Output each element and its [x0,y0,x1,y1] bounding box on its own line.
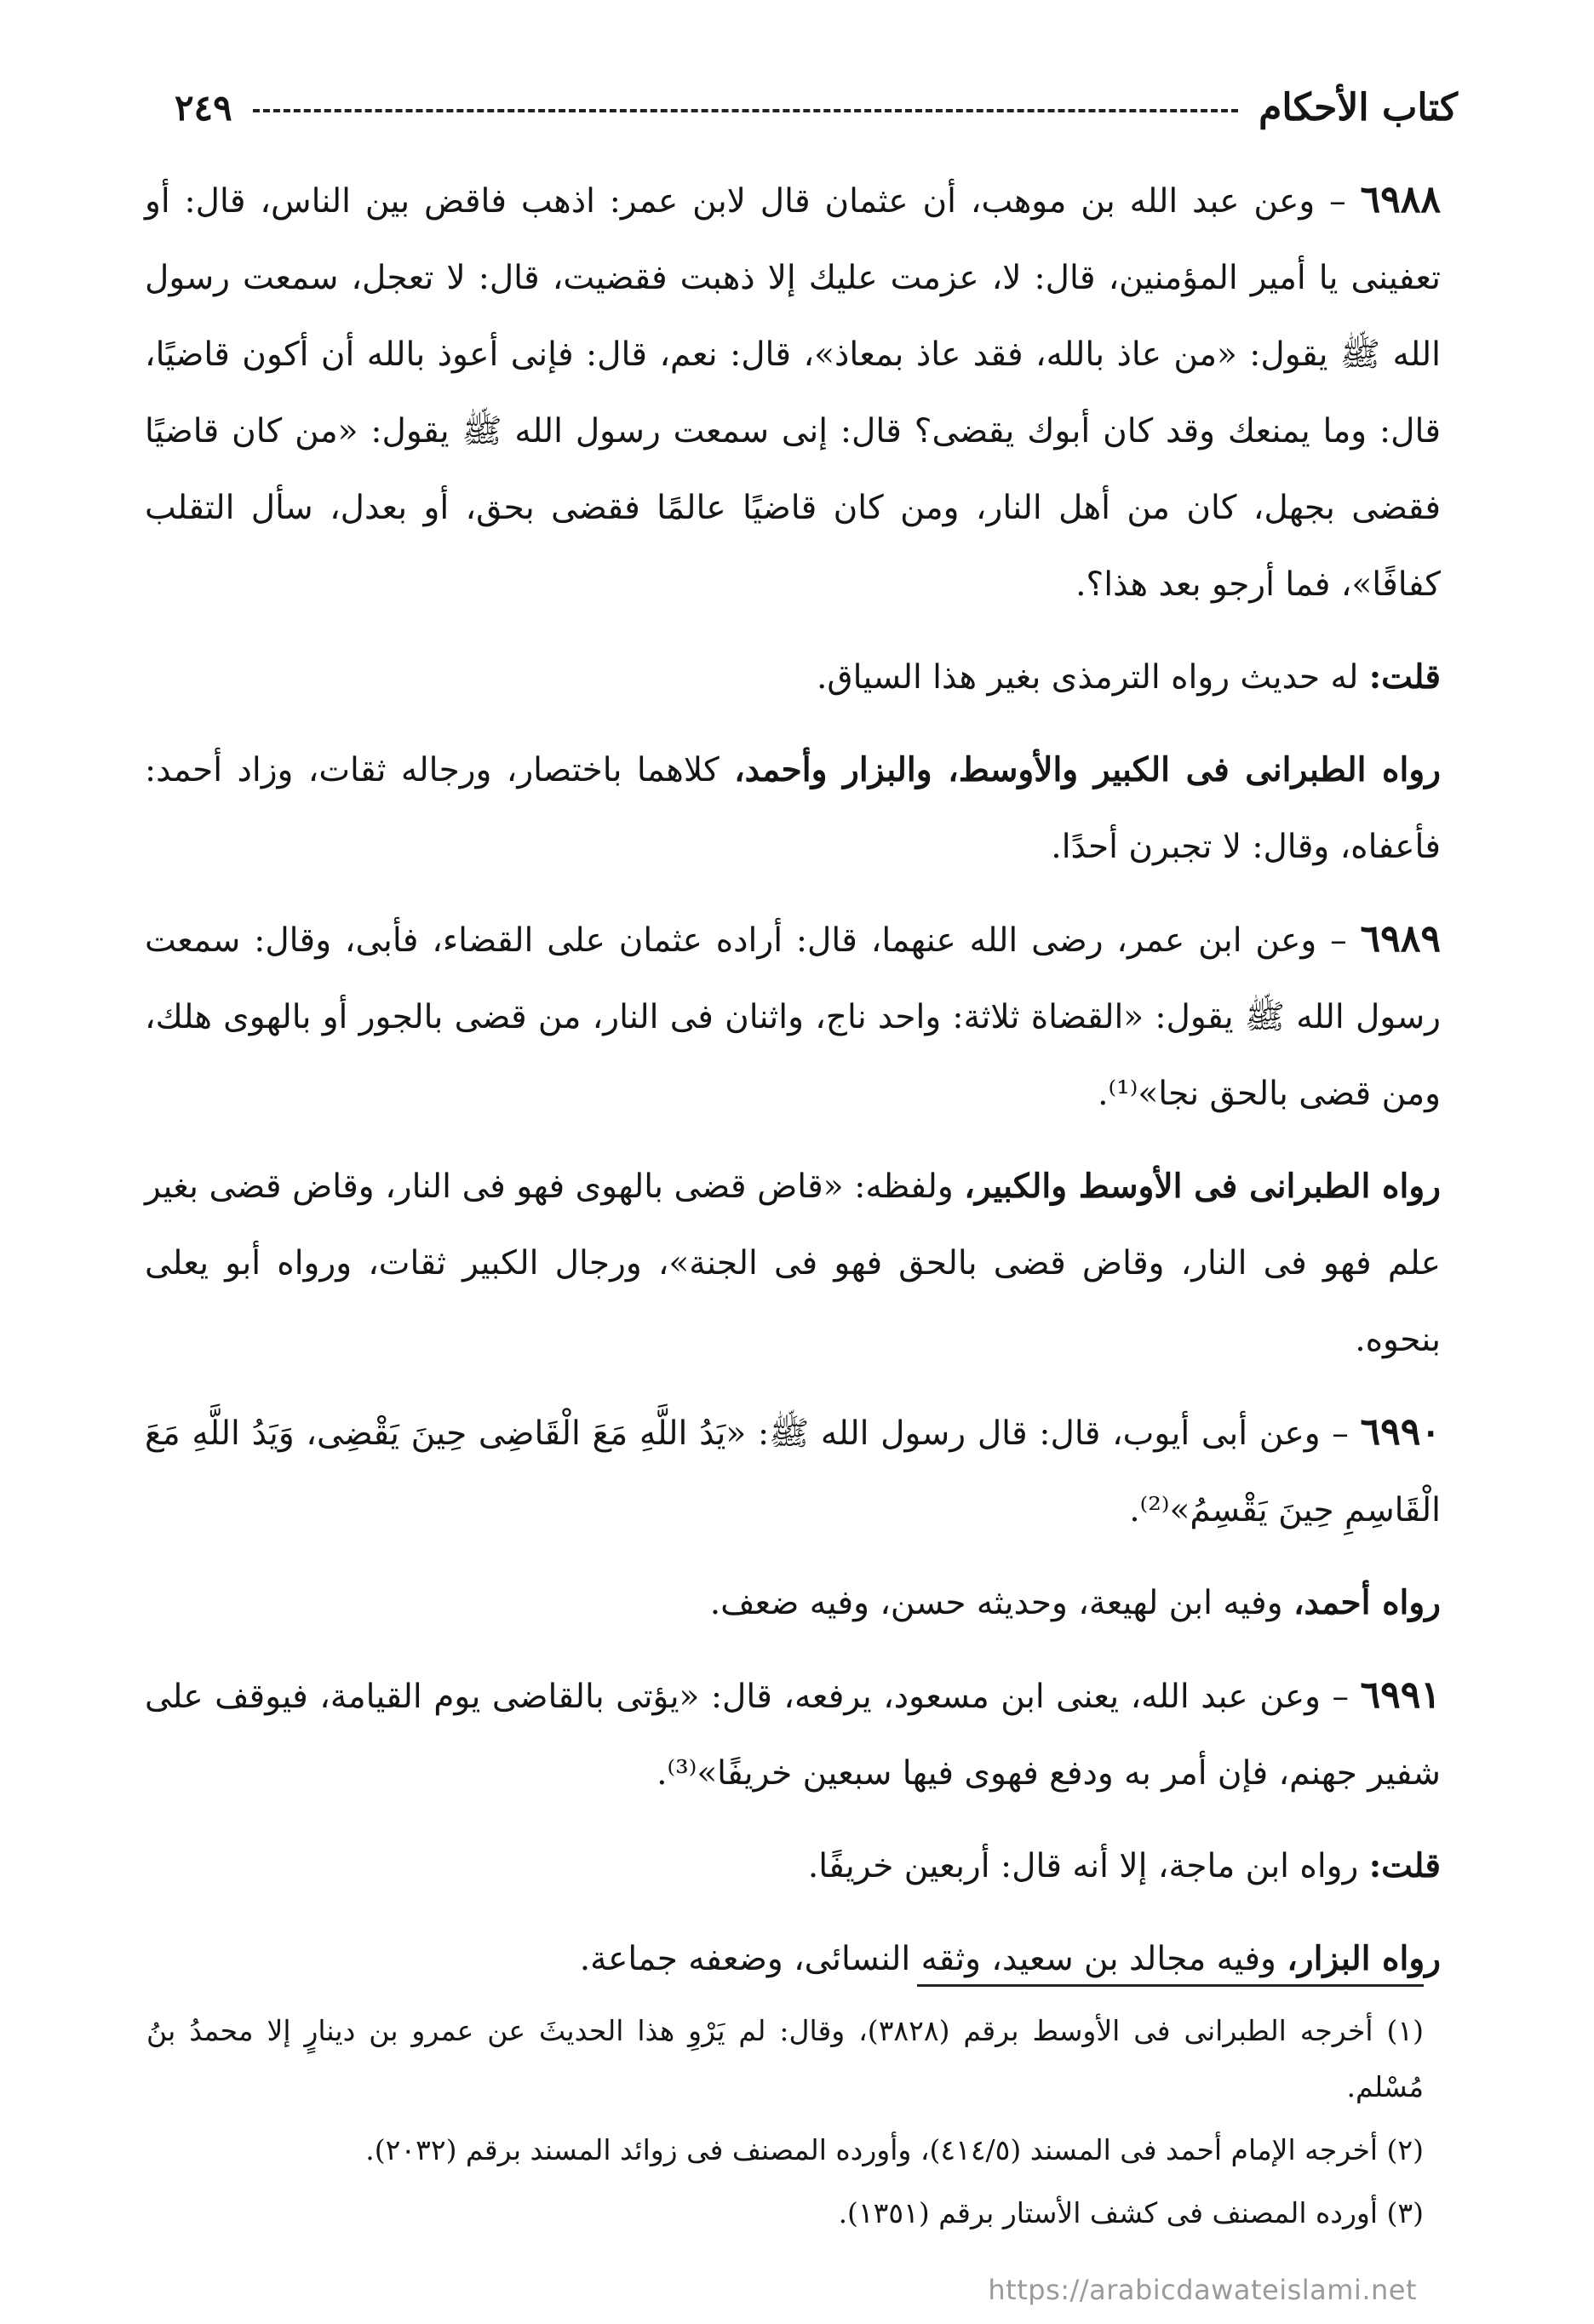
hadith-6990 [145,1394,1441,1549]
source-lead: رواه الطبرانى فى الأوسط والكبير، [964,1167,1441,1206]
footnotes [146,2003,1424,2248]
narration-source [145,732,1441,886]
hadith-6991 [145,1657,1441,1812]
book-title: كتاب الأحكام [1259,85,1458,129]
hadith-6988 [145,162,1441,623]
hadith-number: ٦٩٩١ [1360,1673,1441,1717]
source-lead: رواه الطبرانى فى الكبير والأوسط، والبزار وأحمد، [734,750,1441,789]
source-text: وفيه ابن لهيعة، وحديثه حسن، وفيه ضعف. [709,1584,1293,1622]
commentary-note [145,639,1441,716]
hadith-text: – وعن عبد الله، يعنى ابن مسعود، يرفعه، قال: «يؤتى بالقاضى يوم القيامة، فيوقف على شفير جهنم، فإن أمر به ودفع فهوى فيها سبعين خريفًا»⁽³⁾. [145,1678,1441,1793]
source-text: كلاهما باختصار، ورجاله ثقات، وزاد أحمد: فأعفاه، وقال: لا تجبرن أحدًا. [145,751,1441,866]
hadith-text: – وعن أبى أيوب، قال: قال رسول الله ﷺ: «يَدُ اللَّهِ مَعَ الْقَاضِى حِينَ يَقْضِى، وَيَدُ اللَّهِ مَعَ الْقَاسِمِ حِينَ يَقْسِمُ»⁽²⁾. [145,1414,1441,1529]
main-text [145,162,1441,2013]
watermark-url: https://arabicdawateislami.net [988,2274,1417,2306]
running-header [175,82,1458,133]
hadith-6989 [145,901,1441,1133]
hadith-text: – وعن عبد الله بن موهب، أن عثمان قال لابن عمر: اذهب فاقض بين الناس، قال: أو تعفينى يا أمير المؤمنين، قال: لا، عزمت عليك إلا ذهبت فقضيت، قال: لا تعجل، سمعت رسول الله ﷺ يقول: «من عاذ بالله، فقد عاذ بمعاذ»، قال: نعم، قال: فإنى أعوذ بالله أن أكون قاضيًا، قال: وما يمنعك وقد كان أبوك يقضى؟ قال: إنى سمعت رسول الله ﷺ يقول: «من كان قاضيًا فقضى بجهل، كان من أهل النار، ومن كان قاضيًا عالمًا فقضى بحق، أو بعدل، سأل التقلب كفافًا»، فما أرجو بعد هذا؟. [145,182,1441,604]
hadith-number: ٦٩٨٨ [1360,178,1441,221]
source-text: وفيه مجالد بن سعيد، وثقه النسائى، وضعفه جماعة. [579,1940,1287,1978]
hadith-number: ٦٩٩٠ [1360,1410,1441,1454]
commentary-note [145,1828,1441,1905]
footnote-3: (٣) أورده المصنف فى كشف الأستار برقم (١٣٥١). [838,2196,1424,2229]
narration-source [145,1564,1441,1642]
note-lead: قلت: [1368,657,1441,697]
source-text: ولفظه: «قاض قضى بالهوى فهو فى النار، وقاض قضى بغير علم فهو فى النار، وقاض قضى بالحق فهو فى الجنة»، ورجال الكبير ثقات، ورواه أبو يعلى بنحوه. [145,1168,1441,1359]
note-lead: قلت: [1368,1846,1441,1885]
footnote-1: (١) أخرجه الطبرانى فى الأوسط برقم (٣٨٢٨)، وقال: لم يَرْوِ هذا الحديثَ عن عمرو بن دينارٍ إلا محمدُ بنُ مُسْلم. [146,2014,1424,2103]
page-number: ٢٤٩ [175,86,232,129]
footnote-separator [917,1984,1424,1987]
note-text: له حديث رواه الترمذى بغير هذا السياق. [816,658,1369,697]
footnote-2: (٢) أخرجه الإمام أحمد فى المسند (٤١٤/٥)، وأورده المصنف فى زوائد المسند برقم (٢٠٣٢). [365,2133,1424,2166]
note-text: رواه ابن ماجة، إلا أنه قال: أربعين خريفًا. [807,1847,1369,1885]
hadith-text: – وعن ابن عمر، رضى الله عنهما، قال: أراده عثمان على القضاء، فأبى، وقال: سمعت رسول الله ﷺ يقول: «القضاة ثلاثة: واحد ناج، واثنان فى النار، من قضى بالجور أو بالهوى هلك، ومن قضى بالحق نجا»⁽¹⁾. [145,921,1441,1113]
source-lead: رواه أحمد، [1293,1583,1441,1622]
narration-source [145,1148,1441,1379]
header-dashed-rule [253,109,1238,112]
hadith-number: ٦٩٨٩ [1360,917,1441,961]
source-lead: رواه البزار، [1287,1939,1441,1978]
